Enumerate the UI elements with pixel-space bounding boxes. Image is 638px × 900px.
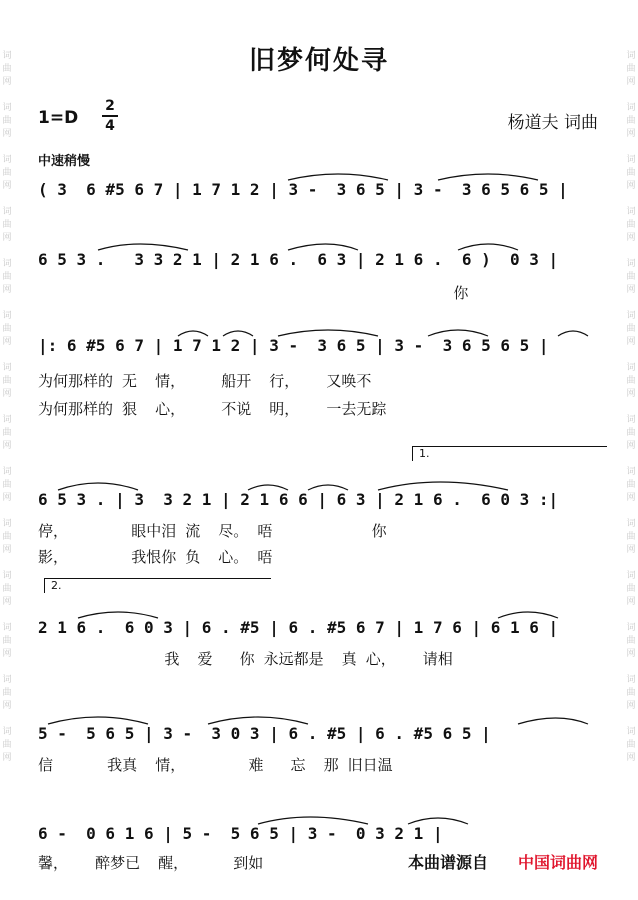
- volta-2: 2.: [44, 578, 271, 593]
- score-row-4: [38, 484, 602, 514]
- notes-row-5: 2 1 6 . 6 0 3 | 6 . #5 | 6 . #5 6 7 | 1 7 6 | 6 1 6 |: [38, 618, 559, 637]
- notes-row-2: 6 5 3 . 3 3 2 1 | 2 1 6 . 6 3 | 2 1 6 . 6 ) 0 3 |: [38, 250, 559, 269]
- lyric-row-7: 馨， 醉梦已 醒， 到如: [38, 854, 264, 872]
- lyric-row-4b: 影， 我恨你 负 心。 唔: [38, 548, 273, 566]
- song-title: 旧梦何处寻: [248, 46, 389, 76]
- volta-1: 1.: [412, 446, 607, 461]
- lyric-row-3b: 为何那样的 狠 心， 不说 明， 一去无踪: [38, 400, 387, 418]
- score-row-2: [38, 244, 602, 274]
- time-signature: [102, 98, 118, 134]
- watermark-right: 词 曲 网 词 曲 网 词 曲 网 词 曲 网 词 曲 网 词 曲 网 词 曲 网 词 曲 网 词 曲 网 词 曲 网 词 曲 网 词 曲 网 词 曲 网 词 曲 网: [626, 51, 636, 763]
- composer-credit: 杨道夫 词曲: [507, 113, 598, 133]
- lyric-row-5: 我 爱 你 永远都是 真 心， 请相: [38, 650, 453, 668]
- tempo-marking: 中速稍慢: [38, 154, 91, 169]
- notes-row-6: 5 - 5 6 5 | 3 - 3 0 3 | 6 . #5 | 6 . #5 6 5 |: [38, 724, 491, 743]
- time-top: 2: [105, 98, 115, 114]
- score-row-3: [38, 330, 602, 360]
- score-row-5: [38, 612, 602, 642]
- notes-row-1: ( 3 6 #5 6 7 | 1 7 1 2 | 3 - 3 6 5 | 3 - 3 6 5 6 5 |: [38, 180, 568, 199]
- score-row-6: [38, 718, 602, 748]
- notes-row-7: 6 - 0 6 1 6 | 5 - 5 6 5 | 3 - 0 3 2 1 |: [38, 824, 443, 843]
- lyric-row-4a: 停， 眼中泪 流 尽。 唔 你: [38, 522, 387, 540]
- score-row-7: [38, 818, 602, 848]
- key-signature: 1=D: [38, 108, 79, 128]
- source-label: 本曲谱源自: [408, 853, 489, 872]
- lyric-row-2: 你: [38, 284, 469, 302]
- notes-row-3: |: 6 #5 6 7 | 1 7 1 2 | 3 - 3 6 5 | 3 - 3 6 5 6 5 |: [38, 336, 549, 355]
- time-bottom: 4: [105, 118, 115, 134]
- lyric-row-3a: 为何那样的 无 情， 船开 行， 又唤不: [38, 372, 372, 390]
- score-row-1: [38, 174, 602, 204]
- brand-link[interactable]: 中国词曲网: [518, 853, 599, 872]
- notes-row-4: 6 5 3 . | 3 3 2 1 | 2 1 6 6 | 6 3 | 2 1 6 . 6 0 3 :|: [38, 490, 559, 509]
- watermark-left: 词 曲 网 词 曲 网 词 曲 网 词 曲 网 词 曲 网 词 曲 网 词 曲 网 词 曲 网 词 曲 网 词 曲 网 词 曲 网 词 曲 网 词 曲 网 词 曲 网: [2, 51, 12, 763]
- lyric-row-6: 信 我真 情， 难 忘 那 旧日温: [38, 756, 393, 774]
